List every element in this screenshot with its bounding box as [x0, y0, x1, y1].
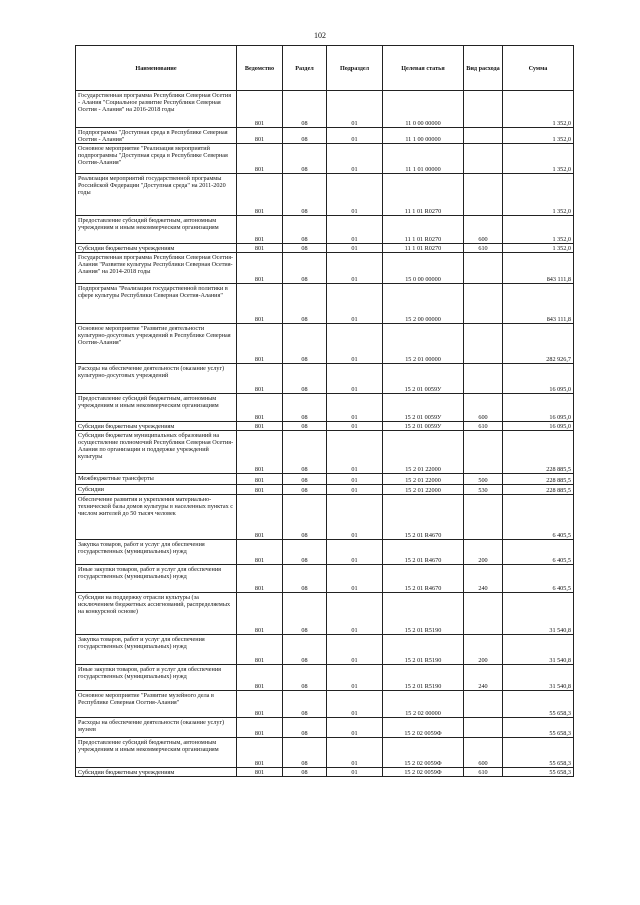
- table-header-row: [76, 46, 574, 91]
- table-row: [76, 431, 574, 474]
- table-row: [76, 244, 574, 253]
- row-amount: 16 095,0: [503, 422, 574, 431]
- row-ministry: 801: [237, 394, 283, 422]
- row-subsection: 01: [327, 253, 383, 284]
- table-row: [76, 284, 574, 324]
- row-subsection: 01: [327, 284, 383, 324]
- row-ministry: 801: [237, 431, 283, 474]
- row-ministry: 801: [237, 635, 283, 665]
- page-number: 102: [314, 31, 326, 40]
- table-row: [76, 91, 574, 128]
- row-expense-type: 200: [464, 540, 503, 565]
- table-row: [76, 540, 574, 565]
- row-section: 08: [283, 635, 327, 665]
- row-name: Расходы на обеспечение деятельности (оказание услуг) культурно-досуговых учреждений: [76, 364, 237, 394]
- table-row: [76, 485, 574, 495]
- header-subsection: Подраздел: [327, 46, 383, 91]
- row-target-article: 15 2 01 0059У: [383, 394, 464, 422]
- header-amount: Сумма: [503, 46, 574, 91]
- row-target-article: 11 1 01 R0270: [383, 174, 464, 216]
- row-amount: 843 111,8: [503, 284, 574, 324]
- row-section: 08: [283, 431, 327, 474]
- row-ministry: 801: [237, 768, 283, 777]
- table-row: [76, 394, 574, 422]
- row-section: 08: [283, 174, 327, 216]
- row-expense-type: 240: [464, 565, 503, 593]
- row-ministry: 801: [237, 738, 283, 768]
- row-expense-type: [464, 691, 503, 718]
- row-section: 08: [283, 485, 327, 495]
- row-subsection: 01: [327, 495, 383, 540]
- row-subsection: 01: [327, 540, 383, 565]
- row-target-article: 15 2 01 R4670: [383, 540, 464, 565]
- row-subsection: 01: [327, 665, 383, 691]
- row-name: Иные закупки товаров, работ и услуг для обеспечения государственных (муниципальных) нужд: [76, 565, 237, 593]
- row-name: Иные закупки товаров, работ и услуг для обеспечения государственных (муниципальных) нужд: [76, 665, 237, 691]
- row-target-article: 15 2 01 R5190: [383, 635, 464, 665]
- row-target-article: 15 0 00 00000: [383, 253, 464, 284]
- row-ministry: 801: [237, 144, 283, 174]
- row-ministry: 801: [237, 324, 283, 364]
- row-section: 08: [283, 364, 327, 394]
- row-target-article: 15 2 01 0059У: [383, 364, 464, 394]
- row-target-article: 15 2 02 00000: [383, 691, 464, 718]
- row-section: 08: [283, 474, 327, 485]
- row-ministry: 801: [237, 174, 283, 216]
- table-row: [76, 718, 574, 738]
- row-expense-type: 600: [464, 394, 503, 422]
- table-row: [76, 174, 574, 216]
- row-subsection: 01: [327, 768, 383, 777]
- table-row: [76, 565, 574, 593]
- table-row: [76, 593, 574, 635]
- row-amount: 228 885,5: [503, 474, 574, 485]
- table-row: [76, 324, 574, 364]
- row-ministry: 801: [237, 665, 283, 691]
- row-expense-type: [464, 431, 503, 474]
- header-name: Наименование: [76, 46, 237, 91]
- row-amount: 6 405,5: [503, 495, 574, 540]
- row-ministry: 801: [237, 691, 283, 718]
- table-row: [76, 128, 574, 144]
- row-ministry: 801: [237, 485, 283, 495]
- table-row: [76, 216, 574, 244]
- row-amount: 6 405,5: [503, 540, 574, 565]
- header-ministry: Ведомство: [237, 46, 283, 91]
- row-target-article: 15 2 01 R5190: [383, 665, 464, 691]
- row-amount: 1 352,0: [503, 216, 574, 244]
- row-expense-type: [464, 144, 503, 174]
- row-target-article: 15 2 01 00000: [383, 324, 464, 364]
- row-ministry: 801: [237, 244, 283, 253]
- row-target-article: 15 2 02 0059Ф: [383, 718, 464, 738]
- row-ministry: 801: [237, 128, 283, 144]
- row-ministry: 801: [237, 91, 283, 128]
- row-section: 08: [283, 394, 327, 422]
- row-name: Государственная программа Республики Северная Осетия - Алания "Социальное развитие Республики Северная Осетия - Алания" на 2016-2018 годы: [76, 91, 237, 128]
- row-subsection: 01: [327, 394, 383, 422]
- row-expense-type: 610: [464, 768, 503, 777]
- row-subsection: 01: [327, 244, 383, 253]
- row-name: Закупка товаров, работ и услуг для обеспечения государственных (муниципальных) нужд: [76, 540, 237, 565]
- row-amount: 1 352,0: [503, 174, 574, 216]
- table-row: [76, 691, 574, 718]
- row-name: Основное мероприятие "Развитие музейного дела в Республике Северная Осетия-Алания": [76, 691, 237, 718]
- table-row: [76, 253, 574, 284]
- row-ministry: 801: [237, 216, 283, 244]
- row-amount: 55 658,3: [503, 718, 574, 738]
- row-section: 08: [283, 144, 327, 174]
- row-amount: 1 352,0: [503, 244, 574, 253]
- table-row: [76, 738, 574, 768]
- row-name: Субсидии бюджетным учреждениям: [76, 422, 237, 431]
- row-ministry: 801: [237, 718, 283, 738]
- row-target-article: 15 2 02 0059Ф: [383, 738, 464, 768]
- row-expense-type: 610: [464, 422, 503, 431]
- row-name: Субсидии бюджетным учреждениям: [76, 768, 237, 777]
- row-name: Субсидии бюджетным учреждениям: [76, 244, 237, 253]
- row-expense-type: 200: [464, 635, 503, 665]
- row-expense-type: [464, 495, 503, 540]
- row-name: Обеспечение развития и укрепления материально-технической базы домов культуры в населенных пунктах с числом жителей до 50 тысяч человек: [76, 495, 237, 540]
- row-section: 08: [283, 540, 327, 565]
- header-expense-type: Вид расхода: [464, 46, 503, 91]
- row-amount: 1 352,0: [503, 128, 574, 144]
- row-ministry: 801: [237, 495, 283, 540]
- row-subsection: 01: [327, 474, 383, 485]
- row-name: Закупка товаров, работ и услуг для обеспечения государственных (муниципальных) нужд: [76, 635, 237, 665]
- row-amount: 31 540,8: [503, 665, 574, 691]
- row-section: 08: [283, 422, 327, 431]
- row-section: 08: [283, 565, 327, 593]
- row-amount: 31 540,8: [503, 593, 574, 635]
- row-ministry: 801: [237, 593, 283, 635]
- row-expense-type: 500: [464, 474, 503, 485]
- row-expense-type: [464, 364, 503, 394]
- row-expense-type: 600: [464, 738, 503, 768]
- row-target-article: 15 2 01 22000: [383, 474, 464, 485]
- row-target-article: 11 1 01 R0270: [383, 244, 464, 253]
- row-name: Межбюджетные трансферты: [76, 474, 237, 485]
- row-target-article: 15 2 01 22000: [383, 485, 464, 495]
- row-section: 08: [283, 216, 327, 244]
- row-ministry: 801: [237, 540, 283, 565]
- row-ministry: 801: [237, 253, 283, 284]
- row-expense-type: 530: [464, 485, 503, 495]
- row-name: Государственная программа Республики Северная Осетия-Алания "Развитие культуры Республики Северная Осетия-Алания" на 2014-2018 годы: [76, 253, 237, 284]
- row-subsection: 01: [327, 422, 383, 431]
- row-expense-type: [464, 324, 503, 364]
- row-target-article: 15 2 00 00000: [383, 284, 464, 324]
- row-target-article: 15 2 02 0059Ф: [383, 768, 464, 777]
- row-amount: 31 540,8: [503, 635, 574, 665]
- row-subsection: 01: [327, 144, 383, 174]
- table-row: [76, 422, 574, 431]
- row-subsection: 01: [327, 324, 383, 364]
- row-target-article: 11 1 01 R0270: [383, 216, 464, 244]
- row-expense-type: 240: [464, 665, 503, 691]
- row-subsection: 01: [327, 738, 383, 768]
- row-section: 08: [283, 284, 327, 324]
- row-target-article: 11 1 01 00000: [383, 144, 464, 174]
- row-section: 08: [283, 495, 327, 540]
- row-amount: 55 658,3: [503, 738, 574, 768]
- row-subsection: 01: [327, 364, 383, 394]
- row-amount: 16 095,0: [503, 394, 574, 422]
- row-expense-type: [464, 718, 503, 738]
- row-amount: 843 111,8: [503, 253, 574, 284]
- row-subsection: 01: [327, 91, 383, 128]
- row-subsection: 01: [327, 174, 383, 216]
- row-section: 08: [283, 738, 327, 768]
- row-ministry: 801: [237, 422, 283, 431]
- row-target-article: 15 2 01 R5190: [383, 593, 464, 635]
- row-expense-type: [464, 91, 503, 128]
- row-section: 08: [283, 718, 327, 738]
- table-row: [76, 364, 574, 394]
- row-section: 08: [283, 324, 327, 364]
- row-name: Основное мероприятие "Реализация мероприятий подпрограммы "Доступная среда в Республике Северная Осетия-Алания": [76, 144, 237, 174]
- table-row: [76, 474, 574, 485]
- header-target-article: Целевая статья: [383, 46, 464, 91]
- row-name: Субсидии: [76, 485, 237, 495]
- budget-table: [75, 45, 574, 777]
- row-amount: 55 658,3: [503, 768, 574, 777]
- row-subsection: 01: [327, 691, 383, 718]
- row-expense-type: [464, 284, 503, 324]
- row-expense-type: [464, 593, 503, 635]
- row-subsection: 01: [327, 593, 383, 635]
- row-expense-type: [464, 128, 503, 144]
- row-amount: 282 926,7: [503, 324, 574, 364]
- row-name: Предоставление субсидий бюджетным, автономным учреждениям и иным некоммерческим организациям: [76, 216, 237, 244]
- row-ministry: 801: [237, 474, 283, 485]
- row-section: 08: [283, 91, 327, 128]
- row-expense-type: 600: [464, 216, 503, 244]
- row-amount: 228 885,5: [503, 485, 574, 495]
- table-body: [76, 91, 574, 777]
- row-section: 08: [283, 691, 327, 718]
- table-row: [76, 768, 574, 777]
- row-subsection: 01: [327, 216, 383, 244]
- row-subsection: 01: [327, 431, 383, 474]
- row-target-article: 11 1 00 00000: [383, 128, 464, 144]
- row-amount: 6 405,5: [503, 565, 574, 593]
- row-section: 08: [283, 128, 327, 144]
- row-expense-type: [464, 253, 503, 284]
- row-amount: 55 658,3: [503, 691, 574, 718]
- row-name: Субсидии на поддержку отрасли культуры (за исключением бюджетных ассигнований, распределяемых на конкурсной основе): [76, 593, 237, 635]
- row-target-article: 11 0 00 00000: [383, 91, 464, 128]
- row-target-article: 15 2 01 22000: [383, 431, 464, 474]
- row-name: Предоставление субсидий бюджетным, автономным учреждениям и иным некоммерческим организациям: [76, 738, 237, 768]
- table-row: [76, 665, 574, 691]
- row-subsection: 01: [327, 718, 383, 738]
- row-name: Основное мероприятие "Развитие деятельности культурно-досуговых учреждений в Республике Северная Осетия-Алания": [76, 324, 237, 364]
- row-section: 08: [283, 768, 327, 777]
- row-amount: 16 095,0: [503, 364, 574, 394]
- row-section: 08: [283, 665, 327, 691]
- row-expense-type: 610: [464, 244, 503, 253]
- row-name: Субсидии бюджетам муниципальных образований на осуществление полномочий Республики Северная Осетия-Алания по организации и поддержке учреждений культуры: [76, 431, 237, 474]
- row-name: Предоставление субсидий бюджетным, автономным учреждениям и иным некоммерческим организациям: [76, 394, 237, 422]
- row-ministry: 801: [237, 565, 283, 593]
- row-amount: 228 885,5: [503, 431, 574, 474]
- row-name: Реализация мероприятий государственной программы Российской Федерации "Доступная среда" на 2011-2020 годы: [76, 174, 237, 216]
- row-section: 08: [283, 253, 327, 284]
- row-subsection: 01: [327, 128, 383, 144]
- row-ministry: 801: [237, 364, 283, 394]
- row-name: Подпрограмма "Реализация государственной политики в сфере культуры Республики Северная Осетия-Алания": [76, 284, 237, 324]
- table-row: [76, 635, 574, 665]
- header-section: Раздел: [283, 46, 327, 91]
- row-ministry: 801: [237, 284, 283, 324]
- row-section: 08: [283, 244, 327, 253]
- row-subsection: 01: [327, 635, 383, 665]
- row-amount: 1 352,0: [503, 144, 574, 174]
- row-subsection: 01: [327, 565, 383, 593]
- row-subsection: 01: [327, 485, 383, 495]
- row-section: 08: [283, 593, 327, 635]
- row-name: Расходы на обеспечение деятельности (оказание услуг) музеев: [76, 718, 237, 738]
- table-row: [76, 495, 574, 540]
- row-target-article: 15 2 01 R4670: [383, 495, 464, 540]
- row-amount: 1 352,0: [503, 91, 574, 128]
- row-expense-type: [464, 174, 503, 216]
- row-target-article: 15 2 01 0059У: [383, 422, 464, 431]
- table-row: [76, 144, 574, 174]
- row-name: Подпрограмма "Доступная среда в Республике Северная Осетия - Алания": [76, 128, 237, 144]
- row-target-article: 15 2 01 R4670: [383, 565, 464, 593]
